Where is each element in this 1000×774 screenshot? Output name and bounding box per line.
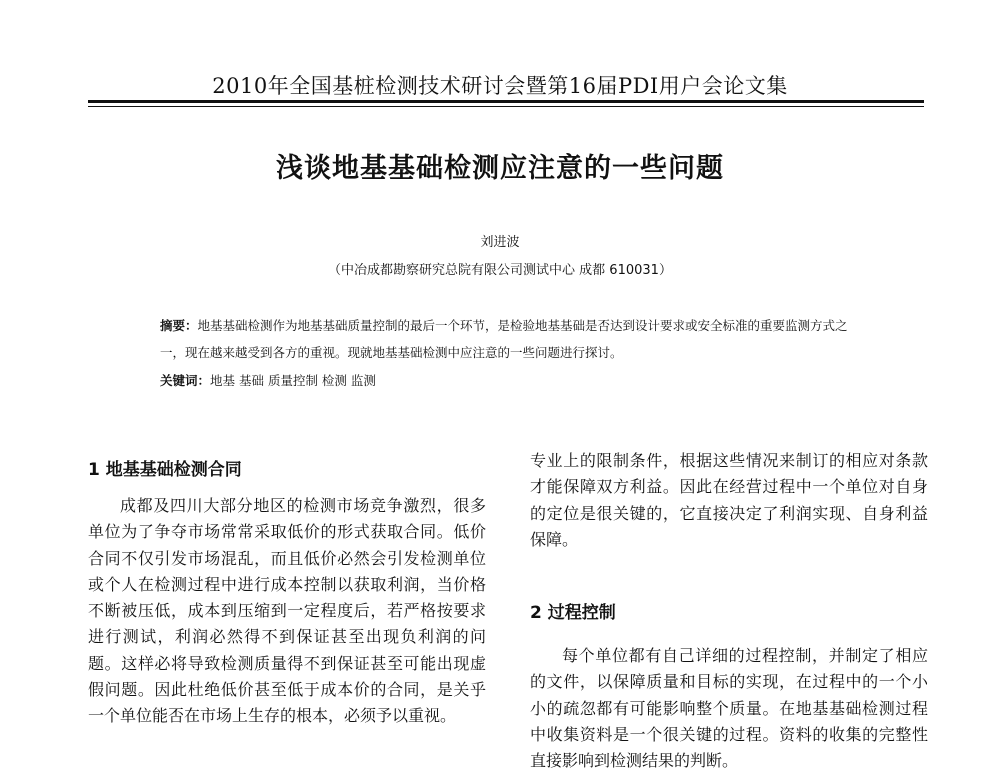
abstract-label: 摘要： [160, 318, 198, 333]
keywords-text: 地基 基础 质量控制 检测 监测 [210, 373, 376, 388]
author-name: 刘进波 [480, 235, 520, 250]
header-rule-thick [88, 100, 924, 103]
section-1-continuation: 专业上的限制条件，根据这些情况来制订的相应对条款才能保障双方利益。因此在经营过程中一个单位对自身的定位是很关键的，它直接决定了利润实现、自身利益保障。 [530, 451, 928, 549]
section-2-paragraph: 每个单位都有自己详细的过程控制，并制定了相应的文件，以保障质量和目标的实现，在过程中的一个小小的疏忽都有可能影响整个质量。在地基基础检测过程中收集资料是一个很关键的过程。资料的收集的完整性直接影响到检测结果的判断。 [530, 646, 928, 771]
author-affiliation: （中冶成都勘察研究总院有限公司测试中心 成都 610031） [328, 263, 672, 278]
section-2-heading: 2 过程控制 [530, 603, 616, 623]
keywords [160, 367, 860, 394]
section-1-paragraph: 成都及四川大部分地区的检测市场竞争激烈，很多单位为了争夺市场常常采取低价的形式获取合同。低价合同不仅引发市场混乱，而且低价必然会引发检测单位或个人在检测过程中进行成本控制以获取利润，当价格不断被压低，成本到压缩到一定程度后，若严格按要求进行测试，利润必然得不到保证甚至出现负利润的问题。这样必将导致检测质量得不到保证甚至可能出现虚假问题。因此杜绝低价甚至低于成本价的合同，是关乎一个单位能否在市场上生存的根本，必须予以重视。 [88, 496, 486, 726]
abstract-text: 地基基础检测作为地基基础质量控制的最后一个环节，是检验地基基础是否达到设计要求或安全标准的重要监测方式之一，现在越来越受到各方的重视。现就地基基础检测中应注意的一些问题进行探讨。 [160, 318, 848, 360]
paper-title: 浅谈地基基础检测应注意的一些问题 [276, 153, 724, 184]
abstract [160, 312, 860, 366]
section-1-heading: 1 地基基础检测合同 [88, 460, 242, 480]
keywords-label: 关键词： [160, 373, 211, 388]
running-header: 2010年全国基桩检测技术研讨会暨第16届PDI用户会论文集 [212, 74, 788, 98]
header-rule-thin [88, 106, 924, 107]
